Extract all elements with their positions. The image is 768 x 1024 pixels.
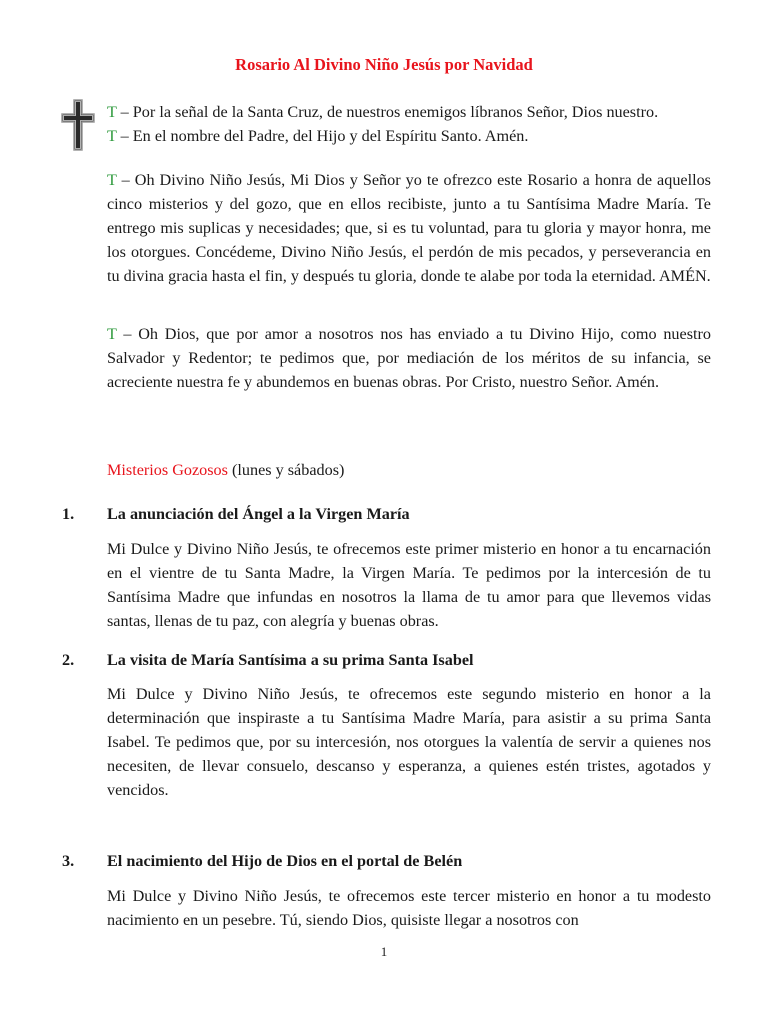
mysteries-label: Misterios Gozosos: [107, 461, 228, 479]
document-title: Rosario Al Divino Niño Jesús por Navidad: [235, 55, 533, 74]
page-number: 1: [380, 944, 388, 959]
mystery-number: 3.: [62, 852, 75, 870]
intro-line-2: T – En el nombre del Padre, del Hijo y del Espíritu Santo. Amén.: [107, 127, 529, 145]
prayer-ofrecimiento: T – Oh Divino Niño Jesús, Mi Dios y Señor yo te ofrezco este Rosario a honra de aquellos cinco misterios y del gozo, que en ellos recibiste, junto a tu Santísima Madre María. Te entrego mis suplicas y necesidades; que, si es tu voluntad, para tu gloria y mayor honra, me los otorgues. Concédeme, Divino Niño Jesús, el perdón de mis pecados, y perseverancia en tu divina gracia hasta el fin, y después tu gloria, donde te alabe por toda la eternidad. AMÉN.: [107, 171, 711, 285]
mystery-text: Mi Dulce y Divino Niño Jesús, te ofrecemos este primer misterio en honor a tu encarnación en el vientre de tu Santa Madre, la Virgen María. Te pedimos por la intercesión de tu Santísima Madre que infundas en nosotros la llama de tu amor para que llevemos vidas santas, llenas de tu paz, con alegría y buenas obras.: [107, 540, 711, 630]
mystery-text: Mi Dulce y Divino Niño Jesús, te ofrecemos este segundo misterio en honor a la determinación que inspiraste a tu Santísima Madre María, para asistir a su prima Santa Isabel. Te pedimos que, por su intercesión, nos otorgues la valentía de servir a quienes nos necesiten, de llevar consuelo, descanso y esperanza, a quienes estén tristes, agotados y vencidos.: [107, 685, 711, 799]
mystery-heading: La anunciación del Ángel a la Virgen María: [107, 505, 410, 523]
prefix-t: T: [107, 325, 117, 343]
cross-icon: [60, 98, 96, 152]
prefix-t: T: [107, 171, 117, 189]
mystery-heading: El nacimiento del Hijo de Dios en el portal de Belén: [107, 852, 463, 870]
mysteries-header: [107, 458, 711, 482]
prefix-t: T: [107, 103, 117, 121]
prayer-oh-dios: T – Oh Dios, que por amor a nosotros nos has enviado a tu Divino Hijo, como nuestro Salvador y Redentor; te pedimos que, por mediación de los méritos de su infancia, se acreciente nuestra fe y abundemos en buenas obras. Por Cristo, nuestro Señor. Amén.: [107, 325, 711, 391]
intro-line-1: T – Por la señal de la Santa Cruz, de nuestros enemigos líbranos Señor, Dios nuestro.: [107, 103, 659, 121]
mysteries-days: (lunes y sábados): [227, 461, 345, 479]
mystery-text: Mi Dulce y Divino Niño Jesús, te ofrecemos este tercer misterio en honor a tu modesto nacimiento en un pesebre. Tú, siendo Dios, quisiste llegar a nosotros con: [107, 887, 711, 929]
prefix-t: T: [107, 127, 117, 145]
mystery-heading: La visita de María Santísima a su prima Santa Isabel: [107, 651, 474, 669]
mystery-number: 1.: [62, 505, 75, 523]
mystery-number: 2.: [62, 651, 75, 669]
